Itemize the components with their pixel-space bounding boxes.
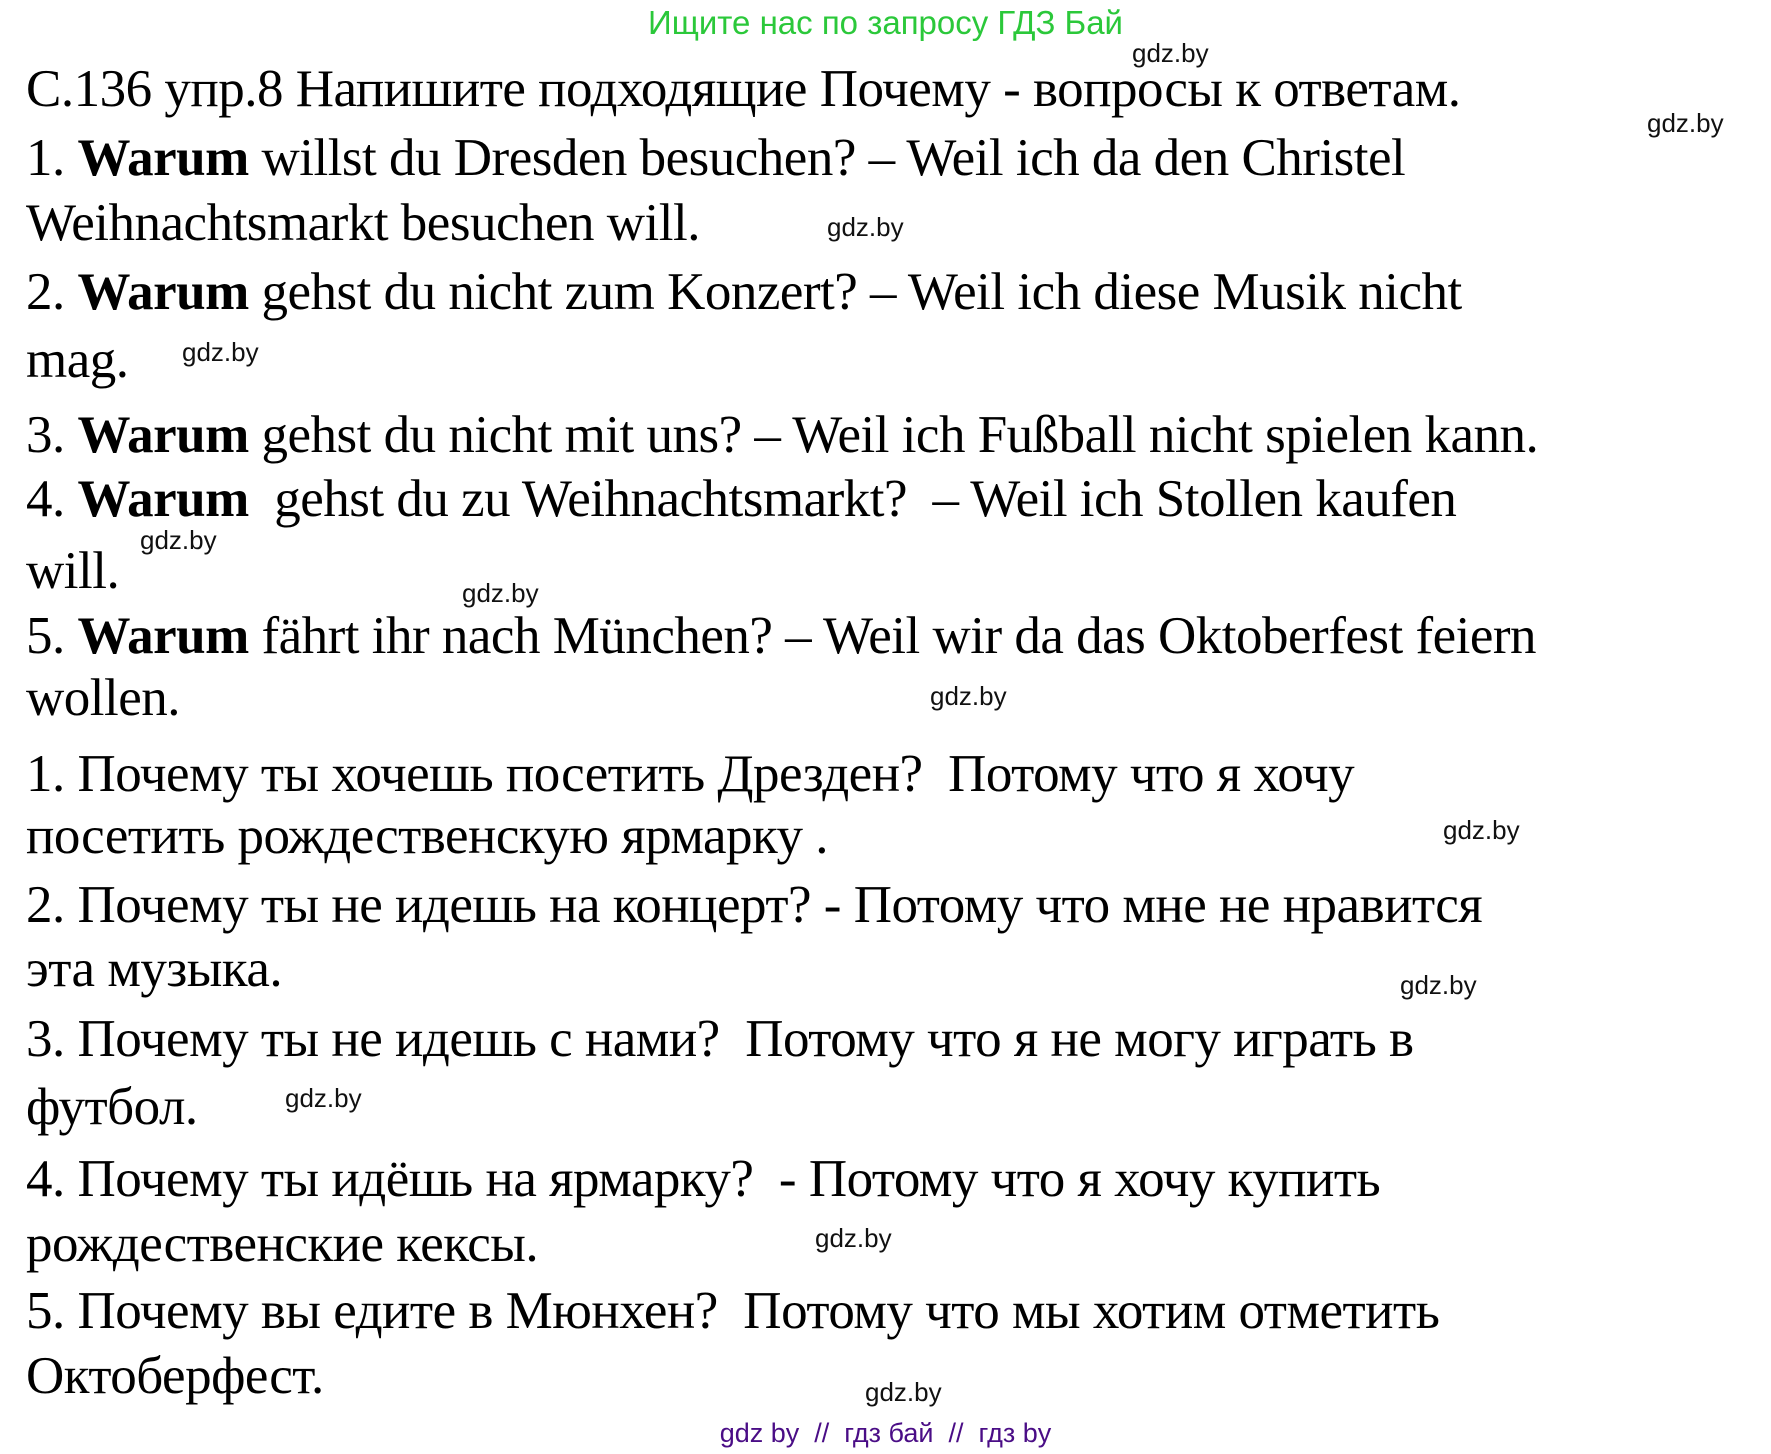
text-line bbox=[26, 872, 1482, 938]
gdz-watermark: gdz.by bbox=[182, 337, 259, 367]
text-line bbox=[26, 1006, 1414, 1072]
text-line bbox=[26, 538, 119, 604]
text-segment: 5. Почему вы едите в Мюнхен? Потому что мы хотим отметить bbox=[26, 1282, 1440, 1340]
text-line bbox=[26, 327, 129, 393]
gdz-watermark: gdz.by bbox=[462, 578, 539, 608]
bold-text-segment: Warum bbox=[77, 607, 249, 665]
text-segment: 1. bbox=[26, 129, 78, 187]
text-segment: С.136 упр.8 Напишите подходящие Почему - вопросы к ответам. bbox=[26, 60, 1461, 118]
text-segment: эта музыка. bbox=[26, 940, 283, 998]
bold-text-segment: Warum bbox=[77, 263, 249, 321]
text-segment: посетить рождественскую ярмарку . bbox=[26, 807, 829, 865]
text-segment: 2. bbox=[26, 263, 78, 321]
text-line bbox=[26, 125, 1405, 191]
text-line bbox=[26, 1211, 538, 1277]
gdz-watermark: gdz.by bbox=[815, 1223, 892, 1253]
text-segment: 2. Почему ты не идешь на концерт? - Потому что мне не нравится bbox=[26, 876, 1483, 934]
text-line bbox=[26, 665, 180, 731]
text-line bbox=[26, 56, 1461, 122]
text-segment: will. bbox=[26, 542, 120, 600]
text-line bbox=[26, 466, 1456, 532]
text-line bbox=[26, 936, 282, 1002]
text-segment: 4. Почему ты идёшь на ярмарку? - Потому что я хочу купить bbox=[26, 1150, 1381, 1208]
promo-banner: Ищите нас по запросу ГДЗ Бай bbox=[648, 4, 1123, 41]
text-segment: wollen. bbox=[26, 669, 180, 727]
text-segment: рождественские кексы. bbox=[26, 1215, 539, 1273]
bold-text-segment: Warum bbox=[77, 470, 249, 528]
footer-links: gdz by // гдз бай // гдз by bbox=[719, 1418, 1052, 1448]
text-segment: Weihnachtsmarkt besuchen will. bbox=[26, 194, 700, 252]
text-line bbox=[26, 741, 1354, 807]
text-line bbox=[26, 603, 1536, 669]
gdz-watermark: gdz.by bbox=[827, 212, 904, 242]
text-segment: 5. bbox=[26, 607, 78, 665]
gdz-watermark: gdz.by bbox=[1647, 108, 1724, 138]
text-segment: 3. bbox=[26, 406, 78, 464]
text-line bbox=[26, 1343, 324, 1409]
text-segment: fährt ihr nach München? – Weil wir da das Oktoberfest feiern bbox=[248, 607, 1537, 665]
bold-text-segment: Warum bbox=[77, 406, 249, 464]
text-segment: 1. Почему ты хочешь посетить Дрезден? Потому что я хочу bbox=[26, 745, 1355, 803]
text-line bbox=[26, 1074, 198, 1140]
text-segment: 4. bbox=[26, 470, 78, 528]
text-line bbox=[26, 1278, 1439, 1344]
text-segment: футбол. bbox=[26, 1078, 198, 1136]
gdz-watermark: gdz.by bbox=[1132, 38, 1209, 68]
gdz-watermark: gdz.by bbox=[865, 1377, 942, 1407]
gdz-watermark: gdz.by bbox=[1443, 815, 1520, 845]
text-line bbox=[26, 190, 700, 256]
text-line bbox=[26, 402, 1538, 468]
text-segment: 3. Почему ты не идешь с нами? Потому что я не могу играть в bbox=[26, 1010, 1414, 1068]
text-segment: mag. bbox=[26, 331, 129, 389]
text-segment: willst du Dresden besuchen? – Weil ich da den Christel bbox=[248, 129, 1406, 187]
text-segment: gehst du nicht zum Konzert? – Weil ich diese Musik nicht bbox=[248, 263, 1462, 321]
text-line bbox=[26, 259, 1462, 325]
text-line bbox=[26, 803, 828, 869]
bold-text-segment: Warum bbox=[77, 129, 249, 187]
text-segment: Октоберфест. bbox=[26, 1347, 324, 1405]
gdz-watermark: gdz.by bbox=[930, 681, 1007, 711]
gdz-watermark: gdz.by bbox=[1400, 970, 1477, 1000]
gdz-watermark: gdz.by bbox=[285, 1083, 362, 1113]
text-segment: gehst du nicht mit uns? – Weil ich Fußball nicht spielen kann. bbox=[248, 406, 1539, 464]
text-segment: gehst du zu Weihnachtsmarkt? – Weil ich Stollen kaufen bbox=[248, 470, 1457, 528]
gdz-watermark: gdz.by bbox=[140, 525, 217, 555]
text-line bbox=[26, 1146, 1380, 1212]
